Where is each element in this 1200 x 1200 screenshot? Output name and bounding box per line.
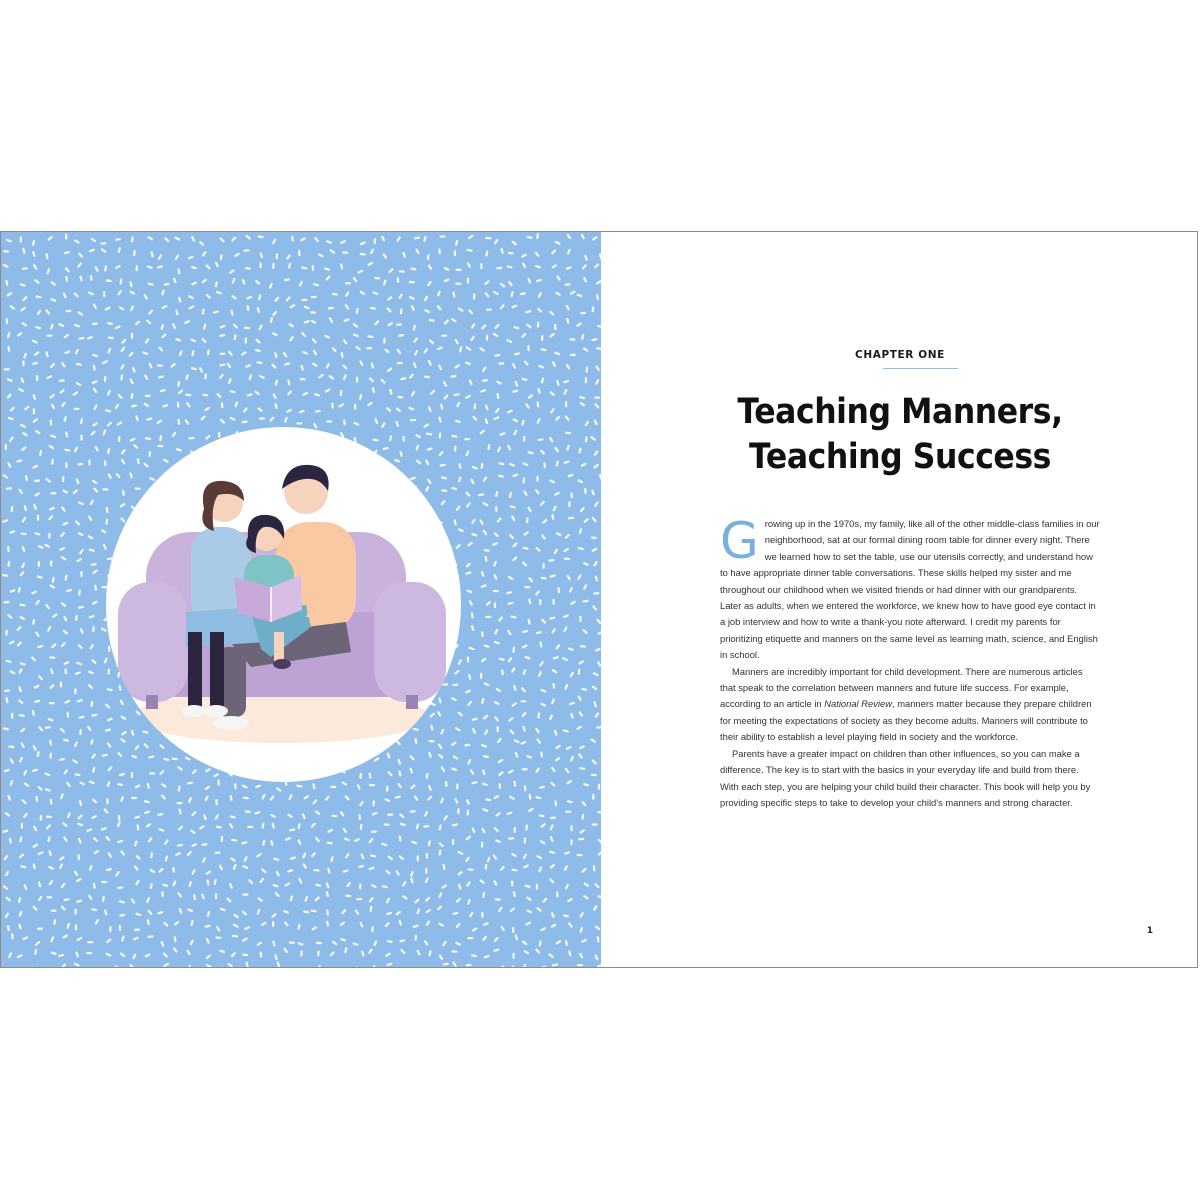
illustration-circle: [106, 427, 461, 782]
paragraph-2-text-b: , manners matter because they prepare children for meeting the expectations of society as they become adults. Manners will contribute to their ability to establish a level playing field in society and the workforce.: [720, 698, 1092, 743]
chapter-label: CHAPTER ONE: [855, 349, 945, 361]
paragraph-3: Parents have a greater impact on children than other influences, so you can make a difference. The key is to start with the basics in your everyday life and build from there. With each step, you are helping your child build their character. This book will help you by providing specific steps to take to develop your child's manners and strong character.: [720, 747, 1091, 808]
book-spread: [0, 231, 1198, 968]
left-page-illustration: [1, 232, 601, 967]
paragraph-1-text: rowing up in the 1970s, my family, like all of the other middle-class families in our neighborhood, sat at our formal dining room table for dinner every night. There we learned how to set the table, use our utensils correctly, and understand how to have appropriate dinner table conversations. These skills helped my sister and me throughout our childhood when we visited friends or had dinner with our grandparents. Later as adults, when we entered the workforce, we knew how to have good eye contact in a job interview and how to write a thank-you note afterward. I credit my parents for prioritizing etiquette and manners on the same level as learning math, science, and English in school.: [720, 518, 1100, 661]
chapter-title-line-1: Teaching Manners,: [737, 392, 1063, 432]
paragraph-2-text-a: Manners are incredibly important for child development. There are numerous articles that speak to the correlation between manners and future life success. For example, according to an article in: [720, 665, 1083, 710]
right-page-text: [601, 232, 1198, 967]
chapter-title-line-2: Teaching Success: [749, 437, 1051, 477]
drop-cap: G: [720, 512, 759, 570]
family-reading-on-sofa-icon: [106, 427, 461, 782]
page-number: 1: [1146, 926, 1153, 936]
chapter-body: [720, 512, 1100, 811]
chapter-rule: [883, 368, 958, 369]
paragraph-2-italic: National Review: [824, 698, 892, 710]
paragraph-1: [720, 512, 1100, 664]
paragraph-2: [720, 664, 1100, 746]
chapter-title: [631, 390, 1169, 480]
